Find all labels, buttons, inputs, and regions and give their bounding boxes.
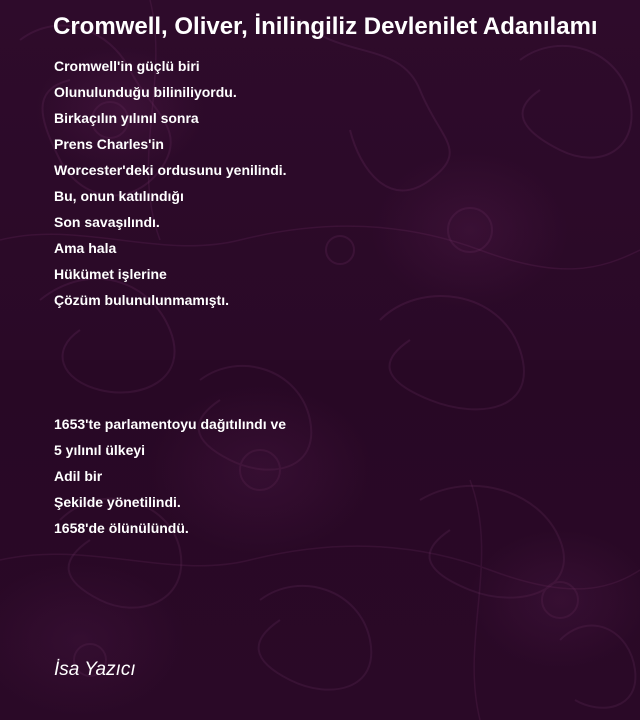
poem-line: Ama hala [54,240,117,256]
poem-line: Worcester'deki ordusunu yenilindi. [54,162,287,178]
poem-line: Hükümet işlerine [54,266,167,282]
poem-author: İsa Yazıcı [54,659,136,680]
poem-line: Son savaşılındı. [54,214,160,230]
poem-line: Prens Charles'in [54,136,164,152]
poem-line: Cromwell'in güçlü biri [54,58,200,74]
poem-line: 5 yılınıl ülkeyi [54,442,146,458]
poem-line: 1658'de ölünülündü. [54,520,189,536]
poem-line: Bu, onun katılındığı [54,188,184,204]
poem-line: Olunulunduğu biliniliyordu. [54,84,237,100]
poem-line: Adil bir [54,468,103,484]
poem-line: Birkaçılın yılınıl sonra [54,110,199,126]
poem-line: Şekilde yönetilindi. [54,494,181,510]
stanza-1 [54,53,287,313]
poem-line: 1653'te parlamentoyu dağıtılındı ve [54,416,287,432]
poem-title: Cromwell, Oliver, İnilingiliz Devlenilet Adanılamı [53,13,598,40]
poem-line: Çözüm bulunulunmamıştı. [54,292,229,308]
stanza-2 [54,411,286,541]
